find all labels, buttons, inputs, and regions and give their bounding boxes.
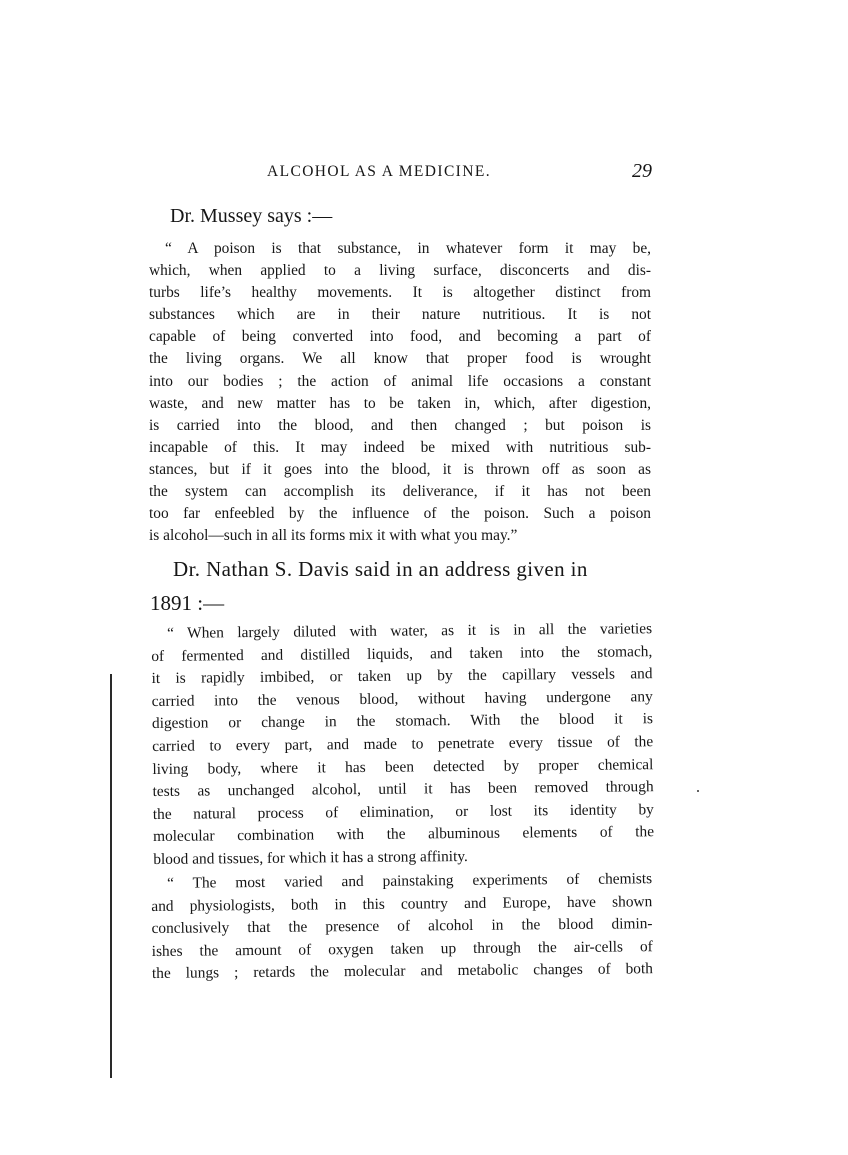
section-heading-mussey: Dr. Mussey says :— — [170, 205, 333, 227]
scan-speck — [697, 790, 699, 792]
text-line: substances which are in their nature nutritious. It is not — [149, 306, 651, 324]
text-line: it is rapidly imbibed, or taken up by the capillary vessels and — [151, 665, 653, 688]
text-line: turbs life’s healthy movements. It is altogether distinct from — [149, 284, 651, 302]
running-title: ALCOHOL AS A MEDICINE. — [267, 163, 491, 180]
text-line: living body, where it has been detected by proper chemical — [152, 755, 654, 778]
text-line: is alcohol—such in all its forms mix it with what you may.” — [149, 527, 518, 545]
text-line: digestion or change in the stomach. With the blood it is — [151, 710, 654, 733]
text-line: conclusively that the presence of alcohol in the blood dimin- — [151, 915, 653, 938]
text-line: waste, and new matter has to be taken in, which, after digestion, — [149, 394, 651, 412]
text-line: the system can accomplish its deliverance, if it has not been — [149, 483, 651, 501]
text-line: “ A poison is that substance, in whatever form it may be, — [165, 240, 651, 257]
text-line: the living organs. We all know that proper food is wrought — [149, 350, 651, 368]
text-line: incapable of this. It may indeed be mixed with nutritious sub- — [149, 438, 651, 456]
text-line: is carried into the blood, and then changed ; but poison is — [149, 416, 651, 434]
page-number: 29 — [632, 160, 652, 182]
text-line: capable of being converted into food, and becoming a part of — [149, 328, 651, 346]
text-line: the natural process of elimination, or lost its identity by — [152, 800, 654, 823]
text-line: ishes the amount of oxygen taken up through the air-cells of — [151, 937, 653, 960]
quote-paragraph-mussey — [149, 238, 651, 547]
text-line: molecular combination with the albuminous elements of the — [152, 823, 655, 846]
text-line: carried to every part, and made to penetrate every tissue of the — [152, 733, 654, 755]
text-line: into our bodies ; the action of animal life occasions a constant — [149, 372, 651, 390]
text-line: “ When largely diluted with water, as it is in all the varieties — [167, 620, 653, 642]
running-head — [150, 160, 652, 185]
text-line: of fermented and distilled liquids, and taken into the stomach, — [151, 642, 653, 665]
text-line: too far enfeebled by the influence of the poison. Such a poison — [149, 505, 651, 523]
section-heading-davis-year: 1891 :— — [150, 591, 225, 615]
text-line: which, when applied to a living surface, disconcerts and dis- — [149, 262, 651, 280]
text-line: carried into the venous blood, without having undergone any — [151, 687, 653, 710]
text-line: blood and tissues, for which it has a strong affinity. — [153, 847, 468, 868]
section-heading-davis: Dr. Nathan S. Davis said in an address given in — [173, 557, 588, 581]
text-line: tests as unchanged alcohol, until it has been removed through — [152, 778, 654, 801]
quote-paragraph-davis-1 — [151, 618, 654, 871]
text-line: and physiologists, both in this country and Europe, have shown — [151, 892, 653, 915]
text-line: “ The most varied and painstaking experiments of chemists — [167, 870, 653, 892]
text-line: stances, but if it goes into the blood, it is thrown off as soon as — [149, 460, 651, 478]
text-line: the lungs ; retards the molecular and metabolic changes of both — [151, 960, 654, 983]
quote-paragraph-davis-2 — [151, 868, 653, 986]
margin-rule — [110, 674, 112, 1078]
